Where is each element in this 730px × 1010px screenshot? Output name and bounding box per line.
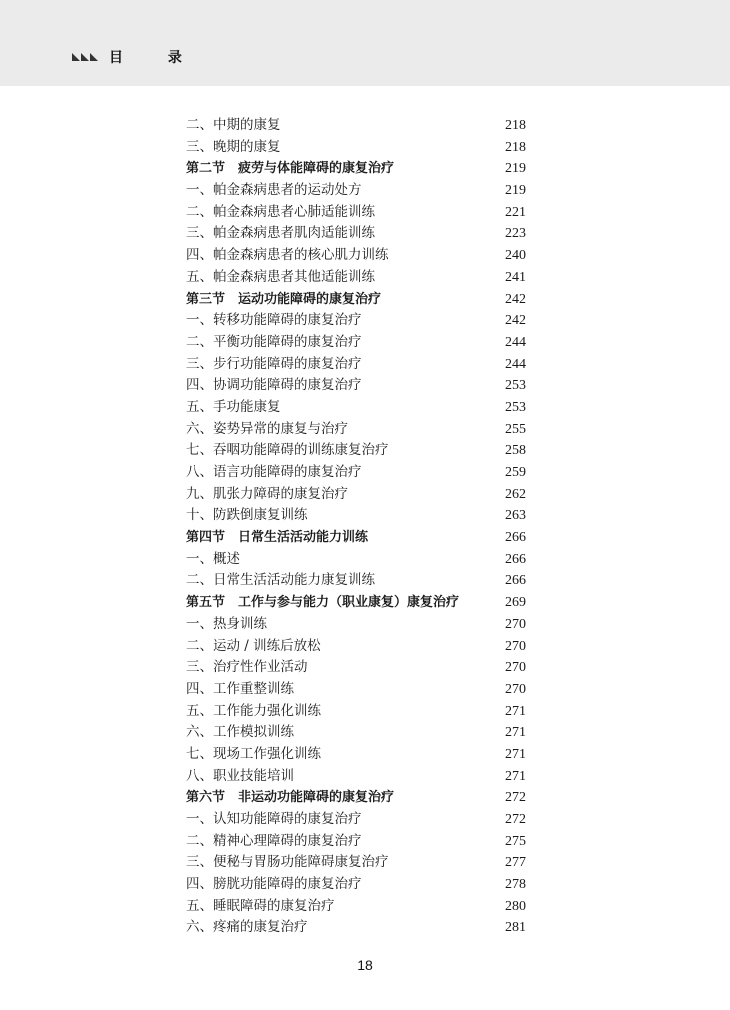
toc-entry-title: 二、运动 / 训练后放松 [186,637,321,654]
toc-entry-page: 241 [505,269,526,285]
toc-entry-title: 第四节 日常生活活动能力训练 [186,530,369,546]
toc-entry-page: 280 [505,898,526,914]
toc-entry-page: 272 [505,790,526,806]
toc-section-row [186,289,526,311]
table-of-contents [186,115,526,939]
toc-item-row [186,354,526,376]
toc-entry-title: 三、便秘与胃肠功能障碍康复治疗 [186,854,389,871]
toc-entry-page: 240 [505,248,526,264]
toc-item-row [186,809,526,831]
toc-item-row [186,375,526,397]
toc-entry-title: 第三节 运动功能障碍的康复治疗 [186,291,382,307]
toc-section-row [186,787,526,809]
toc-item-row [186,202,526,224]
toc-item-row [186,744,526,766]
toc-item-row [186,679,526,701]
toc-item-row [186,180,526,202]
toc-item-row [186,917,526,939]
toc-entry-title: 七、现场工作强化训练 [186,745,321,762]
toc-entry-page: 270 [505,638,526,654]
toc-item-row [186,462,526,484]
toc-entry-page: 242 [505,313,526,329]
toc-entry-page: 272 [505,812,526,827]
toc-entry-title: 四、膀胱功能障碍的康复治疗 [186,876,362,893]
toc-entry-title: 二、中期的康复 [186,117,281,133]
toc-item-row [186,223,526,245]
toc-entry-page: 258 [505,443,526,459]
toc-entry-title: 三、治疗性作业活动 [186,659,308,676]
toc-entry-title: 六、工作模拟训练 [186,724,294,741]
toc-entry-title: 三、帕金森病患者肌肉适能训练 [186,225,375,242]
toc-entry-title: 二、平衡功能障碍的康复治疗 [186,333,362,350]
toc-entry-page: 277 [505,855,526,871]
toc-entry-page: 275 [505,833,526,849]
toc-item-row [186,484,526,506]
toc-entry-page: 271 [505,746,526,762]
toc-entry-title: 一、转移功能障碍的康复治疗 [186,312,362,329]
toc-item-row [186,137,526,159]
toc-item-row [186,267,526,289]
toc-entry-title: 第二节 疲劳与体能障碍的康复治疗 [186,161,395,177]
toc-entry-page: 266 [505,573,526,589]
toc-entry-page: 218 [505,118,526,133]
toc-entry-page: 244 [505,356,526,372]
toc-section-row [186,158,526,180]
toc-item-row [186,549,526,571]
toc-item-row [186,440,526,462]
toc-item-row [186,115,526,137]
toc-item-row [186,332,526,354]
toc-entry-page: 219 [505,161,526,177]
toc-entry-title: 三、步行功能障碍的康复治疗 [186,355,362,372]
toc-item-row [186,419,526,441]
toc-entry-title: 五、手功能康复 [186,398,281,415]
toc-entry-title: 九、肌张力障碍的康复治疗 [186,485,348,502]
toc-entry-title: 二、帕金森病患者心肺适能训练 [186,203,375,220]
toc-entry-title: 一、认知功能障碍的康复治疗 [186,811,362,827]
toc-entry-page: 270 [505,681,526,697]
toc-entry-title: 三、晚期的康复 [186,138,281,155]
toc-entry-page: 253 [505,378,526,394]
toc-entry-page: 271 [505,703,526,719]
toc-entry-title: 四、协调功能障碍的康复治疗 [186,377,362,394]
toc-entry-title: 八、语言功能障碍的康复治疗 [186,464,362,480]
toc-item-row [186,505,526,527]
toc-item-row [186,657,526,679]
toc-entry-page: 263 [505,508,526,524]
toc-entry-title: 四、工作重整训练 [186,680,294,697]
toc-entry-title: 八、职业技能培训 [186,767,294,784]
toc-entry-title: 五、睡眠障碍的康复治疗 [186,897,335,914]
toc-item-row [186,614,526,636]
toc-item-row [186,722,526,744]
toc-item-row [186,766,526,788]
toc-entry-page: 259 [505,465,526,480]
toc-entry-page: 223 [505,226,526,242]
toc-section-row [186,527,526,549]
toc-item-row [186,701,526,723]
toc-entry-title: 五、工作能力强化训练 [186,702,321,719]
toc-entry-page: 253 [505,399,526,415]
toc-entry-title: 六、疼痛的康复治疗 [186,919,308,936]
toc-entry-title: 七、吞咽功能障碍的训练康复治疗 [186,442,389,459]
toc-entry-page: 266 [505,530,526,546]
toc-item-row [186,636,526,658]
toc-item-row [186,310,526,332]
toc-entry-page: 269 [505,595,526,611]
toc-entry-title: 第六节 非运动功能障碍的康复治疗 [186,790,395,806]
toc-entry-title: 二、日常生活活动能力康复训练 [186,572,375,589]
toc-entry-title: 五、帕金森病患者其他适能训练 [186,268,375,285]
toc-entry-page: 278 [505,877,526,893]
toc-entry-page: 221 [505,204,526,220]
toc-entry-page: 281 [505,920,526,936]
toc-entry-title: 一、帕金森病患者的运动处方 [186,182,362,199]
toc-entry-page: 244 [505,334,526,350]
toc-item-row [186,397,526,419]
toc-entry-title: 四、帕金森病患者的核心肌力训练 [186,247,389,264]
toc-entry-title: 一、热身训练 [186,615,267,632]
toc-section-row [186,592,526,614]
toc-entry-page: 219 [505,183,526,199]
triple-triangle-marks-icon [72,51,100,61]
toc-item-row [186,874,526,896]
toc-item-row [186,245,526,267]
toc-entry-page: 266 [505,551,526,567]
toc-entry-page: 242 [505,291,526,307]
toc-item-row [186,896,526,918]
toc-entry-page: 271 [505,725,526,741]
header-title: 目 录 [109,50,202,66]
toc-entry-title: 十、防跌倒康复训练 [186,507,308,524]
toc-entry-page: 271 [505,768,526,784]
page-number: 18 [357,957,373,973]
toc-item-row [186,831,526,853]
toc-entry-page: 270 [505,616,526,632]
toc-entry-title: 二、精神心理障碍的康复治疗 [186,832,362,849]
toc-entry-title: 一、概述 [186,550,240,567]
toc-entry-page: 218 [505,139,526,155]
toc-entry-page: 255 [505,421,526,437]
page-header [0,0,730,86]
toc-entry-title: 六、姿势异常的康复与治疗 [186,420,348,437]
toc-item-row [186,570,526,592]
toc-entry-page: 270 [505,660,526,676]
toc-entry-title: 第五节 工作与参与能力（职业康复）康复治疗 [186,595,460,611]
toc-entry-page: 262 [505,486,526,502]
toc-item-row [186,852,526,874]
